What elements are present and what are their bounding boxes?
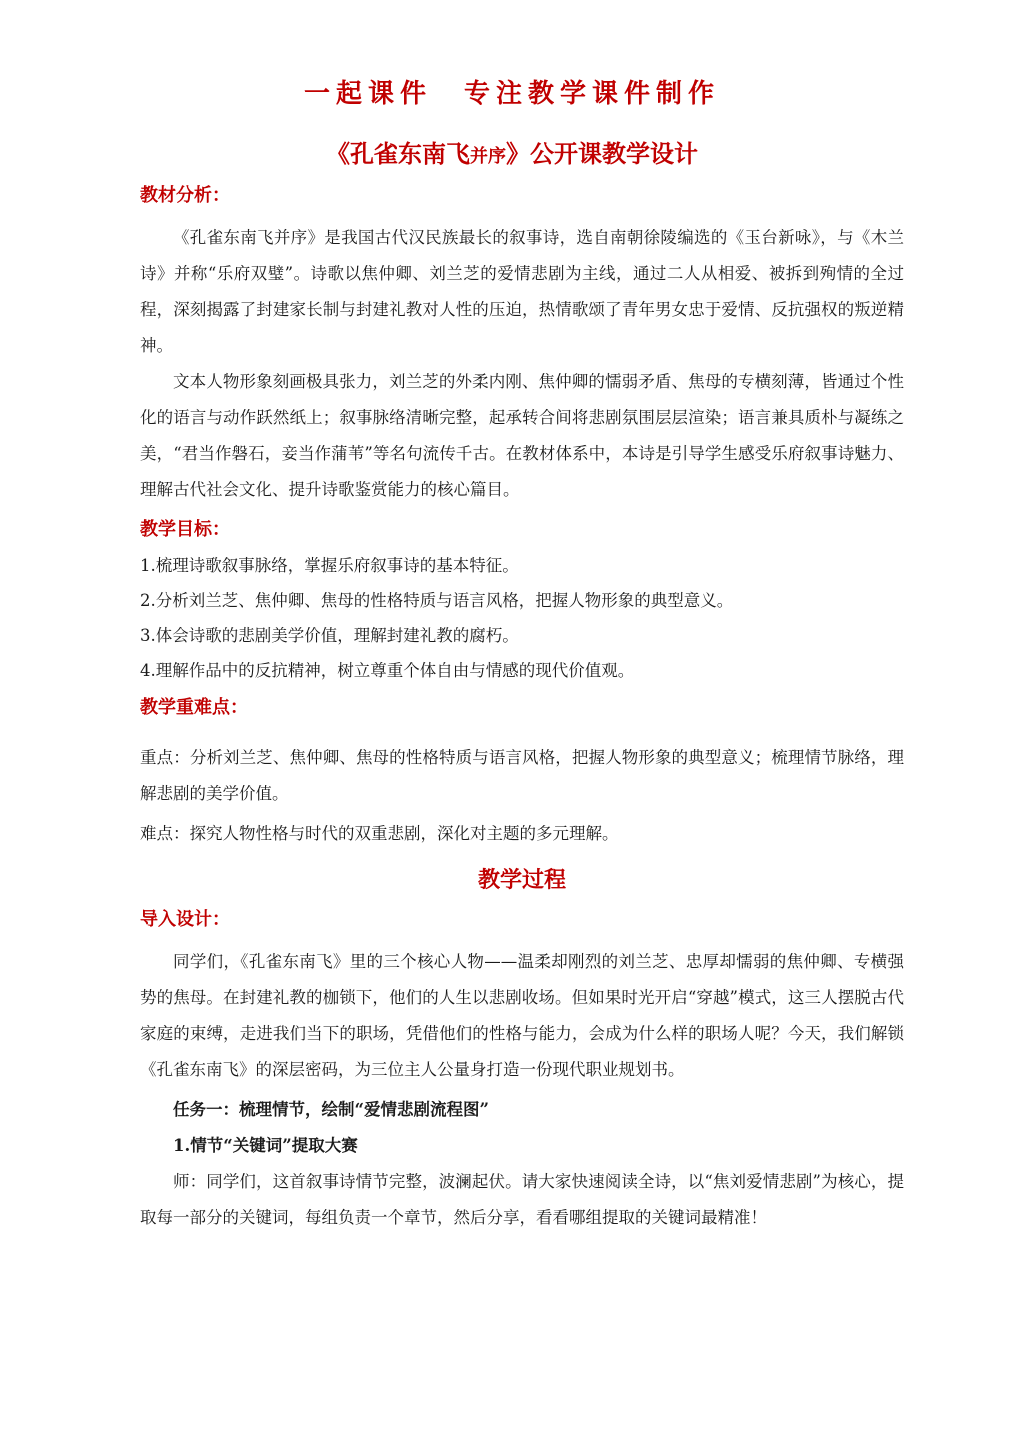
section-heading-intro: 导入设计： — [140, 909, 230, 930]
goal-item-1: 1.梳理诗歌叙事脉络，掌握乐府叙事诗的基本特征。 — [140, 556, 519, 575]
page-title — [0, 134, 1024, 177]
goal-item-4: 4.理解作品中的反抗精神，树立尊重个体自由与情感的现代价值观。 — [140, 661, 635, 680]
goal-item-2: 2.分析刘兰芝、焦仲卿、焦母的性格特质与语言风格，把握人物形象的典型意义。 — [140, 591, 734, 610]
task-one-subheading: 1.情节“关键词”提取大赛 — [173, 1136, 358, 1155]
section-heading-key-points: 教学重难点： — [140, 697, 248, 718]
analysis-paragraph-2: 文本人物形象刻画极具张力，刘兰芝的外柔内刚、焦仲卿的懦弱矛盾、焦母的专横刻薄，皆通过个性化的语言与动作跃然纸上；叙事脉络清晰完整，起承转合间将悲剧氛围层层渲染；语言兼具质朴与凝练之美，“君当作磐石，妾当作蒲苇”等名句流传千古。在教材体系中，本诗是引导学生感受乐府叙事诗魅力、理解古代社会文化、提升诗歌鉴赏能力的核心篇目。 — [140, 372, 904, 499]
task-one-paragraph: 师：同学们，这首叙事诗情节完整，波澜起伏。请大家快速阅读全诗，以“焦刘爱情悲剧”为核心，提取每一部分的关键词，每组负责一个章节，然后分享，看看哪组提取的关键词最精准！ — [140, 1172, 904, 1227]
goal-item-3: 3.体会诗歌的悲剧美学价值，理解封建礼教的腐朽。 — [140, 626, 519, 645]
analysis-paragraph-1: 《孔雀东南飞并序》是我国古代汉民族最长的叙事诗，选自南朝徐陵编选的《玉台新咏》，与《木兰诗》并称“乐府双璧”。诗歌以焦仲卿、刘兰芝的爱情悲剧为主线，通过二人从相爱、被拆到殉情的全过程，深刻揭露了封建家长制与封建礼教对人性的压迫，热情歌颂了青年男女忠于爱情、反抗强权的叛逆精神。 — [140, 228, 904, 355]
document-body — [140, 178, 904, 1236]
section-heading-process: 教学过程 — [477, 867, 566, 893]
difficult-point-text: 难点：探究人物性格与时代的双重悲剧，深化对主题的多元理解。 — [140, 824, 619, 843]
title-main: 《孔雀东南飞 — [326, 139, 470, 168]
header-banner: 一起课件 专注教学课件制作 — [303, 79, 720, 109]
intro-paragraph: 同学们，《孔雀东南飞》里的三个核心人物——温柔却刚烈的刘兰芝、忠厚却懦弱的焦仲卿、专横强势的焦母。在封建礼教的枷锁下，他们的人生以悲剧收场。但如果时光开启“穿越”模式，这三人摆脱古代家庭的束缚，走进我们当下的职场，凭借他们的性格与能力，会成为什么样的职场人呢？今天，我们解锁《孔雀东南飞》的深层密码，为三位主人公量身打造一份现代职业规划书。 — [140, 952, 904, 1079]
title-small: 并序 — [470, 146, 506, 167]
section-heading-goals: 教学目标： — [140, 519, 230, 540]
section-heading-analysis: 教材分析： — [140, 185, 230, 206]
task-one-heading: 任务一：梳理情节，绘制“爱情悲剧流程图” — [173, 1100, 489, 1119]
title-end: 》公开课教学设计 — [506, 139, 698, 168]
key-point-text: 重点：分析刘兰芝、焦仲卿、焦母的性格特质与语言风格，把握人物形象的典型意义；梳理情节脉络，理解悲剧的美学价值。 — [140, 748, 904, 803]
